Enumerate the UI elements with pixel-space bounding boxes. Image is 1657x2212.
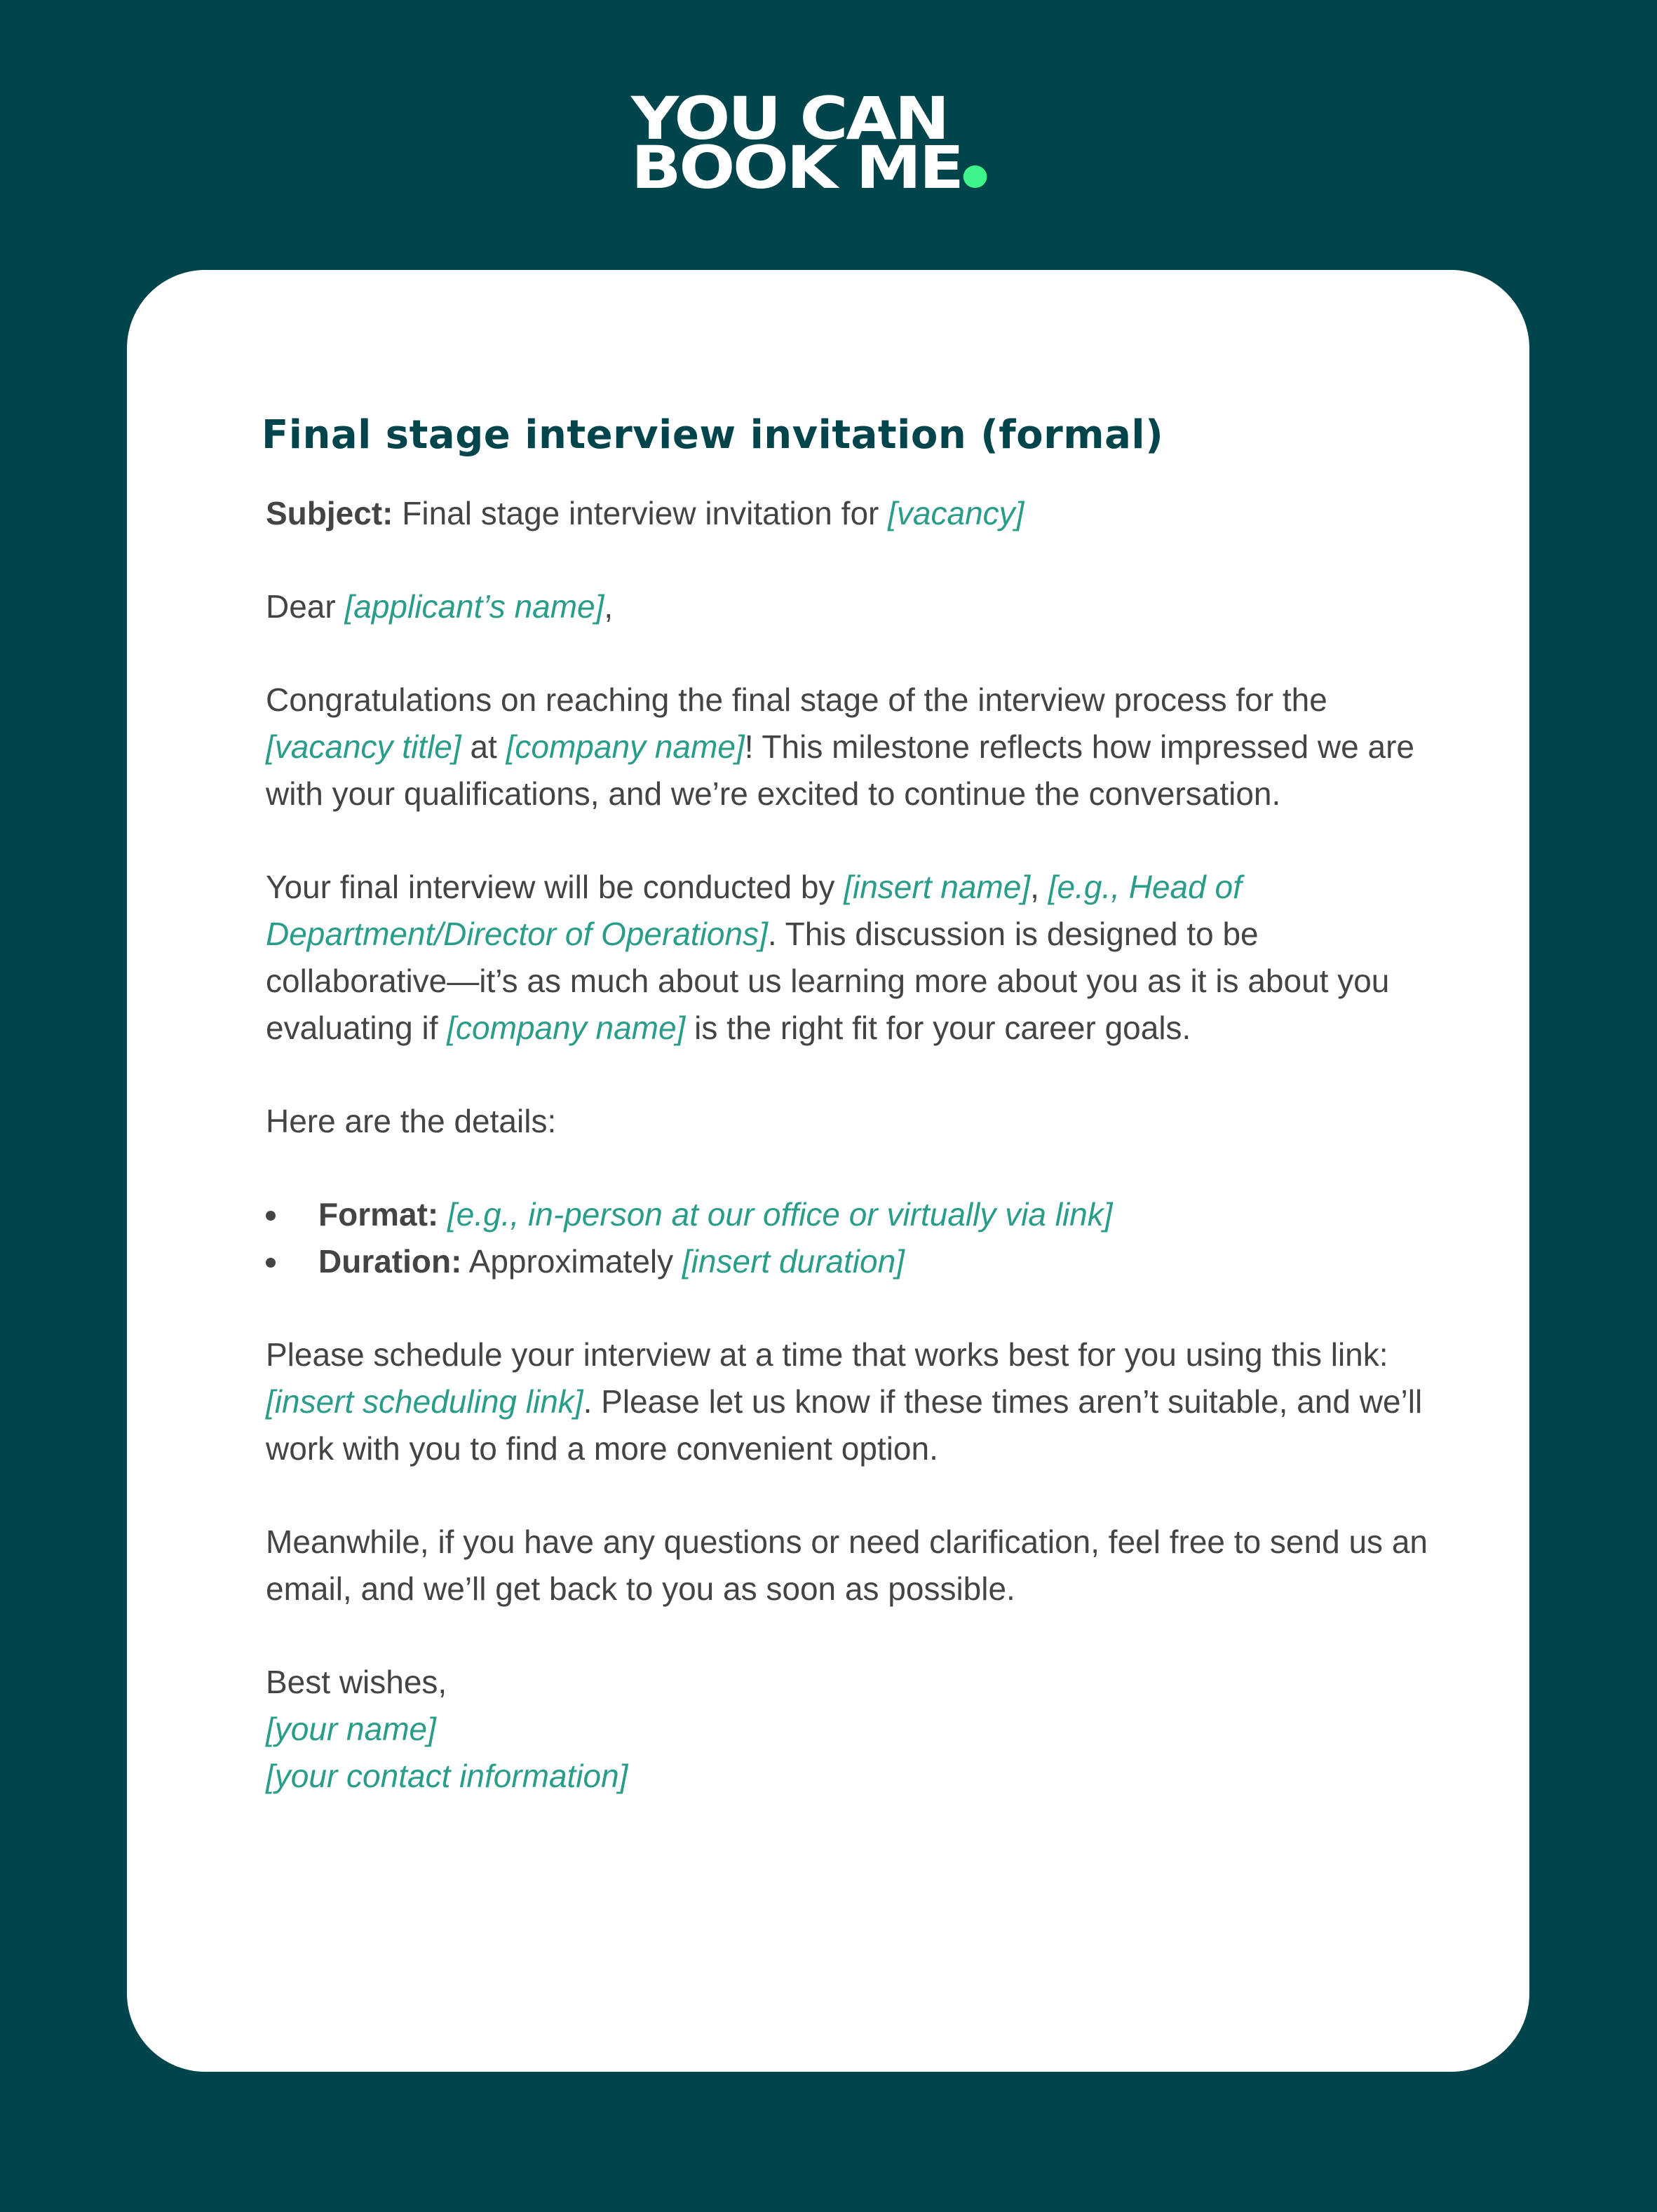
logo-line-2-text: BOOK ME xyxy=(631,133,962,202)
greeting-text: Dear xyxy=(266,588,345,625)
signoff xyxy=(266,1659,1430,1800)
details-intro: Here are the details: xyxy=(266,1103,557,1139)
subject-line xyxy=(266,490,1430,537)
logo-dot-icon xyxy=(963,165,987,188)
logo-line-1: YOU CAN xyxy=(631,84,947,153)
text-segment xyxy=(438,1196,447,1233)
placeholder-vacancy: [vacancy] xyxy=(888,495,1024,531)
placeholder-contact-info: [your contact information] xyxy=(266,1758,628,1794)
paragraph-interviewer xyxy=(266,864,1430,1052)
text-segment: Your final interview will be conducted by xyxy=(266,869,844,905)
text-segment: Congratulations on reaching the final stage of the interview process for the xyxy=(266,681,1327,718)
signoff-closing: Best wishes, xyxy=(266,1664,447,1700)
placeholder-company-name: [company name] xyxy=(447,1010,686,1046)
details-item-duration xyxy=(266,1238,1430,1285)
text-segment: at xyxy=(461,728,506,765)
placeholder-format: [e.g., in-person at our office or virtually via link] xyxy=(447,1196,1113,1233)
youcanbookme-logo xyxy=(631,84,1071,202)
template-card xyxy=(127,270,1529,2072)
subject-text: Final stage interview invitation for xyxy=(393,495,888,531)
subject-label: Subject: xyxy=(266,495,393,531)
placeholder-your-name: [your name] xyxy=(266,1711,436,1747)
bullet-icon xyxy=(266,1258,276,1268)
placeholder-duration: [insert duration] xyxy=(682,1243,905,1280)
paragraph-scheduling xyxy=(266,1331,1430,1472)
text-segment: , xyxy=(1030,869,1048,905)
email-template xyxy=(262,410,1430,1800)
page-title: Final stage interview invitation (formal) xyxy=(262,412,1164,458)
bullet-icon xyxy=(266,1211,276,1221)
paragraph-congratulations xyxy=(266,677,1430,817)
greeting-suffix: , xyxy=(604,588,614,625)
text-segment: . Please let us know if these times aren’t suitable, and we’ll work with you to find a more convenient option. xyxy=(266,1383,1423,1467)
placeholder-company-name: [company name] xyxy=(506,728,745,765)
placeholder-role: [e.g., Head of Department/Director of Operations] xyxy=(266,869,1242,952)
details-label: Duration: xyxy=(318,1243,462,1280)
placeholder-scheduling-link: [insert scheduling link] xyxy=(266,1383,583,1420)
greeting xyxy=(266,583,1430,630)
details-label: Format: xyxy=(318,1196,439,1233)
text-segment: Please schedule your interview at a time that works best for you using this link: xyxy=(266,1336,1388,1373)
details-list xyxy=(266,1191,1430,1285)
placeholder-insert-name: [insert name] xyxy=(844,869,1031,905)
paragraph-questions: Meanwhile, if you have any questions or need clarification, feel free to send us an email, and we’ll get back to you as soon as possible. xyxy=(266,1524,1428,1607)
placeholder-vacancy-title: [vacancy title] xyxy=(266,728,461,765)
logo-line-2 xyxy=(631,133,1071,202)
text-segment: Approximately xyxy=(461,1243,682,1280)
details-item-format xyxy=(266,1191,1430,1238)
text-segment: ! This milestone reflects how impressed we are with your qualifications, and we’re excited to continue the conversation. xyxy=(266,728,1414,812)
placeholder-applicant-name: [applicant’s name] xyxy=(344,588,604,625)
text-segment: . This discussion is designed to be collaborative—it’s as much about us learning more about you as it is about you evaluating if xyxy=(266,916,1390,1046)
text-segment: is the right fit for your career goals. xyxy=(685,1010,1191,1046)
